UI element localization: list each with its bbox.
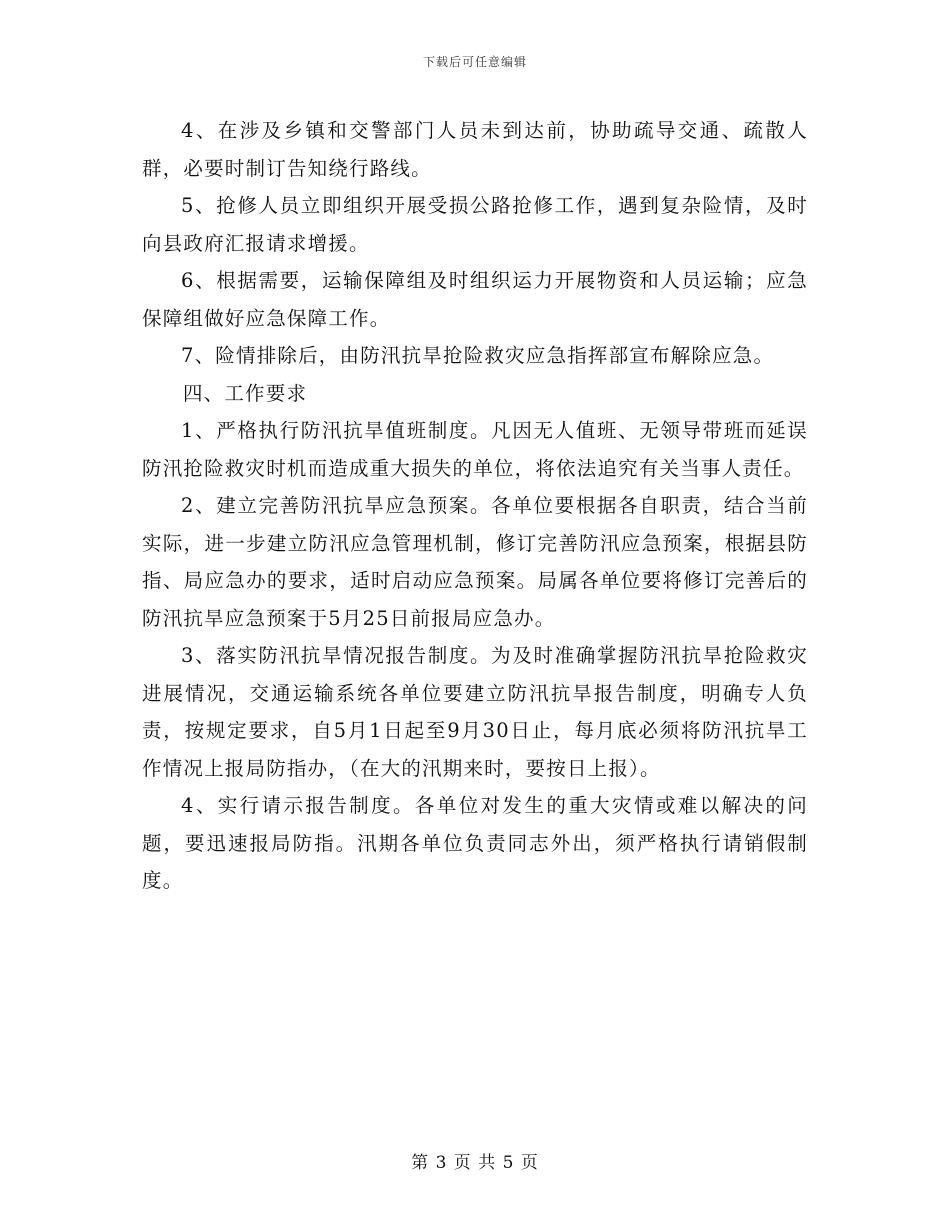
paragraph-item-7-lift-emergency: 7、险情排除后，由防汛抗旱抢险救灾应急指挥部宣布解除应急。 (181, 344, 775, 367)
paragraph-req-3-report: 3、落实防汛抗旱情况报告制度。为及时准确掌握防汛抗旱抢险救灾进展情况，交通运输系统各单位要建立防汛抗旱报告制度，明确专人负责，按规定要求，自5月1日起至9月30日止，每月底必须将防汛抗旱工作情况上报局防指办，（在大的汛期来时，要按日上报）。 (142, 644, 808, 780)
document-body (142, 112, 808, 900)
paragraph-item-5-repair: 5、抢修人员立即组织开展受损公路抢修工作，遇到复杂险情，及时向县政府汇报请求增援。 (142, 194, 808, 255)
section-heading-work-requirements: 四、工作要求 (182, 381, 308, 405)
paragraph-item-6-transport: 6、根据需要，运输保障组及时组织运力开展物资和人员运输；应急保障组做好应急保障工作。 (142, 269, 808, 330)
page-number-footer: 第 3 页 共 5 页 (411, 1153, 539, 1173)
paragraph-req-1-duty: 1、严格执行防汛抗旱值班制度。凡因无人值班、无领导带班而延误防汛抢险救灾时机而造成重大损失的单位，将依法追究有关当事人责任。 (142, 419, 808, 480)
paragraph-item-4-traffic: 4、在涉及乡镇和交警部门人员未到达前，协助疏导交通、疏散人群，必要时制订告知绕行路线。 (142, 119, 808, 180)
paragraph-req-2-plan: 2、建立完善防汛抗旱应急预案。各单位要根据各自职责，结合当前实际，进一步建立防汛应急管理机制，修订完善防汛应急预案，根据县防指、局应急办的要求，适时启动应急预案。局属各单位要将修订完善后的防汛抗旱应急预案于5月25日前报局应急办。 (142, 494, 808, 630)
paragraph-req-4-request: 4、实行请示报告制度。各单位对发生的重大灾情或难以解决的问题，要迅速报局防指。汛期各单位负责同志外出，须严格执行请销假制度。 (142, 794, 808, 892)
page-header: 下载后可任意编辑 (422, 55, 527, 69)
